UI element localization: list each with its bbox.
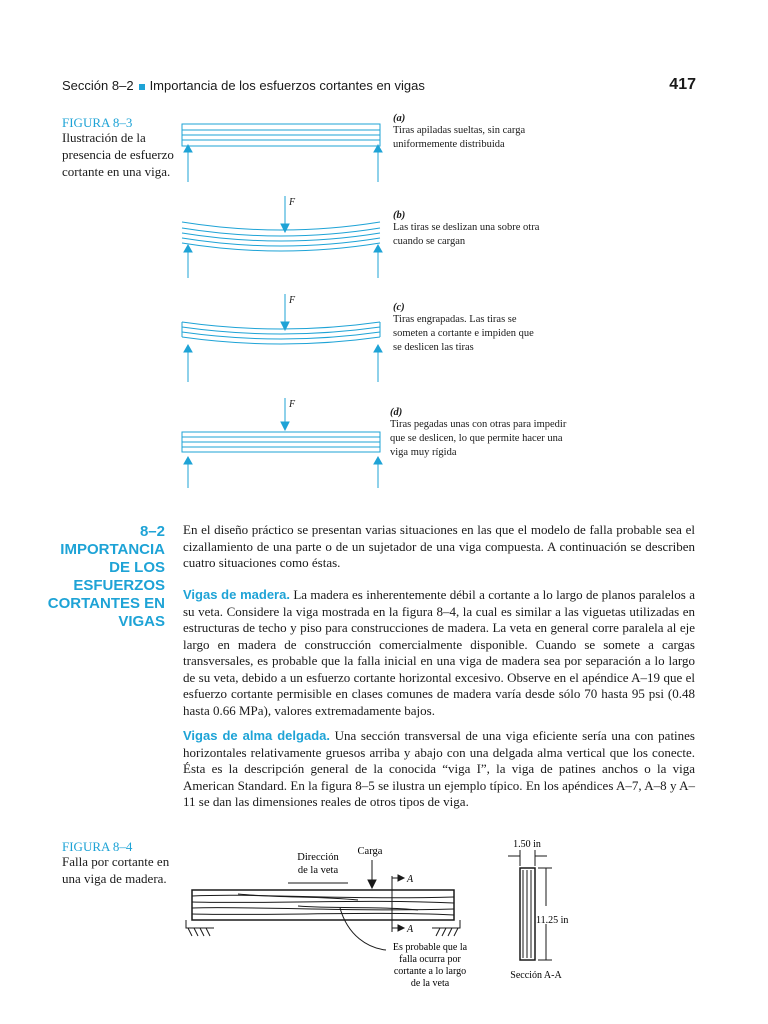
thin-web-text: Una sección transversal de una viga eficiente sería una con patines horizontales relativamente gruesos arriba y abajo con una delgada alma vertical que los conecte. Ésta es la descripción general de la conocida “viga I”, la viga de patines anchos o la viga American Standard. En la figura 8–5 se ilustra un ejemplo típico. En los apéndices A–7, A–8 y A–11 se dan las dimensiones reales de otros tipos de viga. (183, 728, 695, 809)
running-header (62, 78, 425, 93)
figure-8-4-caption: Falla por cortante en una viga de madera. (62, 854, 170, 886)
force-arrow-d (281, 398, 289, 430)
width-dimension-label: 1.50 in (513, 839, 541, 850)
beam-d (182, 432, 380, 452)
thin-web-heading: Vigas de alma delgada. (183, 728, 330, 743)
figure-8-4-label: FIGURA 8–4 (62, 839, 133, 854)
square-bullet-icon (139, 84, 145, 90)
section-a-a-label: Sección A-A (510, 970, 562, 981)
page-number: 417 (669, 76, 696, 93)
intro-paragraph: En el diseño práctico se presentan varias situaciones en las que el modelo de falla probable sea el cizallamiento de una parte o de un sujetador de una viga compuesta. A continuación se describen cuatro situaciones como éstas. (183, 522, 695, 570)
force-label-c: F (289, 295, 296, 306)
force-arrow-b (281, 196, 289, 232)
force-arrow-c (281, 294, 289, 330)
beam-a (182, 124, 380, 146)
section-mark-bottom: A (407, 924, 414, 935)
cross-section-a-a (520, 868, 535, 960)
support-arrows-c (184, 345, 382, 382)
wood-beam (192, 890, 454, 920)
failure-label: Es probable que la falla ocurra por cortante a lo largo de la veta (392, 942, 468, 989)
load-arrow (368, 860, 376, 888)
section-heading (45, 523, 165, 631)
wood-beams-heading: Vigas de madera. (183, 587, 290, 602)
figure-8-3-diagram (170, 110, 390, 500)
wood-beams-paragraph (183, 587, 695, 719)
section-number: Sección 8–2 (62, 78, 134, 93)
section-mark-top: A (407, 874, 414, 885)
height-dimension (538, 868, 552, 960)
section-heading-title: IMPORTANCIA DE LOS ESFUERZOS CORTANTES EN VIGAS (47, 541, 165, 630)
figure-8-4-diagram (178, 836, 578, 996)
panel-b-caption: (b) Las tiras se deslizan una sobre otra cuando se cargan (393, 210, 540, 247)
support-arrows-a (184, 145, 382, 182)
grain-label: Dirección de la veta (297, 852, 339, 876)
force-label-b: F (289, 197, 296, 208)
wood-beams-text: La madera es inherentemente débil a cortante a lo largo de planos paralelos a su veta. Considere la viga mostrada en la figura 8–4, la cual es similar a las viguetas utilizadas en estructuras de techo y piso para construcciones de madera. La veta en general corre paralela al eje largo en madera de construcción comercialmente disponible. Cuando se somete a cargas transversales, es probable que la falla inicial en una viga de madera sea por separación a lo largo de su veta, debido a un esfuerzo cortante horizontal excesivo. Observe en el apéndice A–19 que el esfuerzo cortante permisible en clases comunes de madera varía desde sólo 70 hasta 95 psi (0.48 hasta 0.66 MPa), valores extremadamente bajos. (183, 587, 695, 718)
support-arrows-b (184, 245, 382, 278)
panel-c-caption: (c) Tiras engrapadas. Las tiras se someten a cortante e impiden que se deslicen las tiras (393, 302, 534, 353)
height-dimension-label: 11.25 in (536, 915, 569, 926)
figure-8-3-caption: Ilustración de la presencia de esfuerzo cortante en una viga. (62, 130, 174, 179)
beam-c (182, 322, 380, 344)
beam-supports (186, 920, 460, 936)
thin-web-paragraph (183, 728, 695, 811)
section-heading-number: 8–2 (139, 523, 165, 540)
panel-d-caption: (d) Tiras pegadas unas con otras para impedir que se deslicen, lo que permite hacer una viga muy rígida (390, 407, 567, 458)
load-label: Carga (357, 846, 383, 857)
header-title: Importancia de los esfuerzos cortantes en vigas (149, 78, 425, 93)
force-label-d: F (289, 399, 296, 410)
panel-a-caption: (a) Tiras apiladas sueltas, sin carga uniformemente distribuida (393, 113, 526, 150)
support-arrows-d (184, 457, 382, 488)
beam-b (182, 222, 380, 251)
figure-8-3-label: FIGURA 8–3 (62, 115, 133, 130)
width-dimension (508, 850, 547, 866)
